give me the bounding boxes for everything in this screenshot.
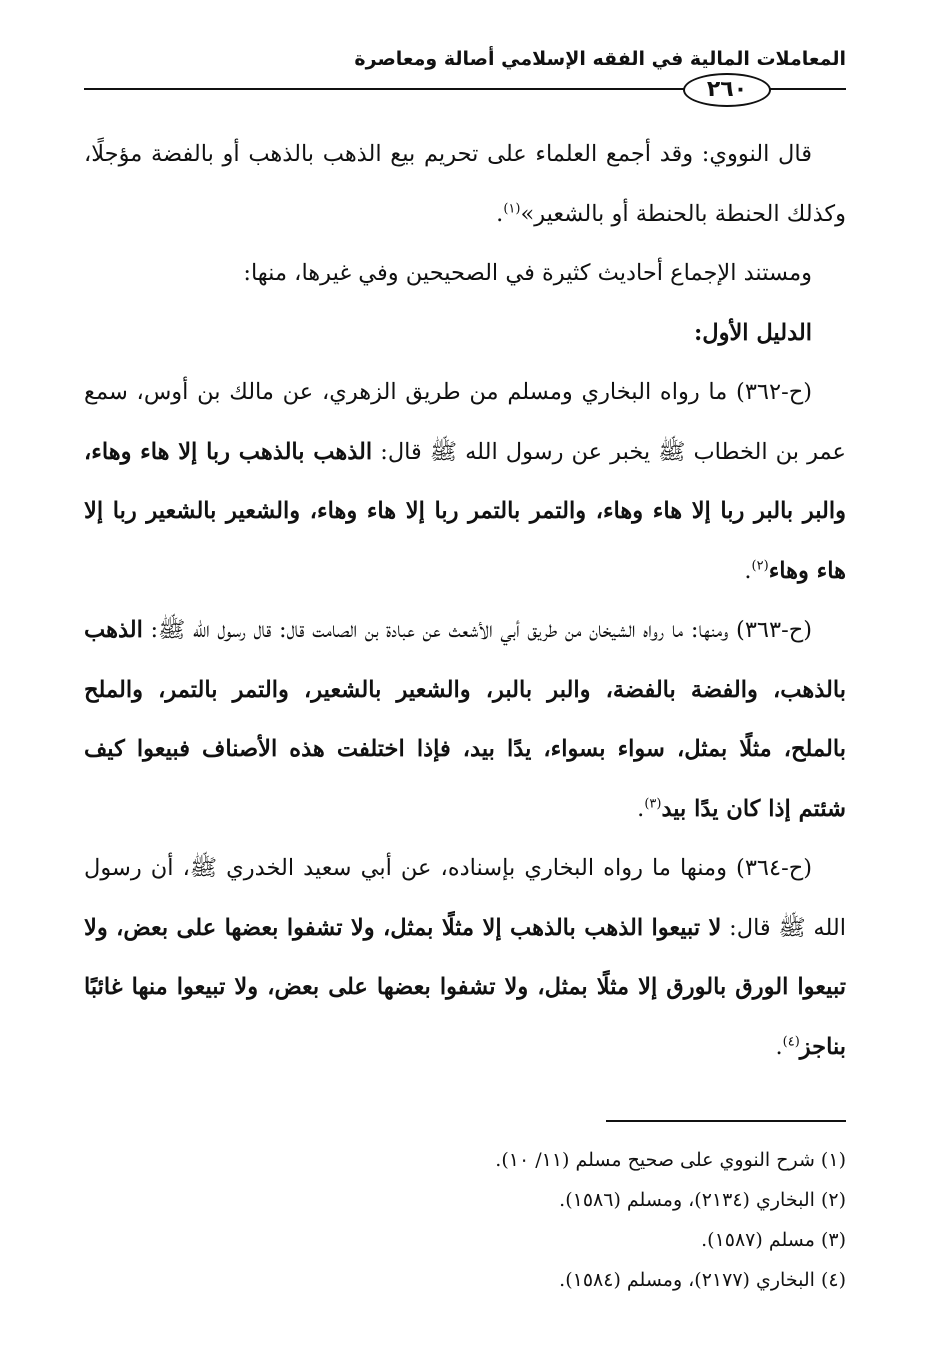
hadith-362: (ح-٣٦٢) ما رواه البخاري ومسلم من طريق الزهري، عن مالك بن أوس، سمع عمر بن الخطاب ﷺ يخبر عن رسول الله ﷺ قال: الذهب بالذهب ربا إلا هاء وهاء، والبر بالبر ربا إلا هاء وهاء، والتمر بالتمر ربا إلا هاء وهاء، والشعير بالشعير ربا إلا هاء وهاء$^{(٢)}$. — [84, 379, 846, 584]
hadith-matn: الذهب بالذهب ربا إلا هاء وهاء، والبر بالبر ربا إلا هاء وهاء، والتمر بالتمر ربا إلا هاء وهاء، والشعير بالشعير ربا إلا هاء وهاء — [84, 438, 846, 584]
hadith-364: (ح-٣٦٤) ومنها ما رواه البخاري بإسناده، عن أبي سعيد الخدري ﷺ، أن رسول الله ﷺ قال: لا تبيعوا الذهب بالذهب إلا مثلًا بمثل، ولا تشفوا بعضها على بعض، ولا تبيعوا الورق بالورق إلا مثلًا بمثل، ولا تشفوا بعضها على بعض، ولا تبيعوا منها غائبًا بناجز$^{(٤)}$. — [84, 855, 846, 1060]
main-text — [84, 125, 846, 1077]
footnote-2: (٢) البخاري (٢١٣٤)، ومسلم (١٥٨٦). — [559, 1189, 846, 1211]
footnote-4: (٤) البخاري (٢١٧٧)، ومسلم (١٥٨٤). — [559, 1269, 846, 1291]
paragraph-nawawi-quote: قال النووي: وقد أجمع العلماء على تحريم بيع الذهب بالذهب أو بالفضة مؤجلًا، وكذلك الحنطة بالحنطة أو بالشعير»$^{(١)}$. — [84, 141, 846, 227]
footnote-ref-4: (٤) — [782, 1034, 800, 1049]
footnote-3: (٣) مسلم (١٥٨٧). — [701, 1229, 846, 1251]
footnote-separator — [606, 1120, 846, 1122]
paragraph-text: قال النووي: وقد أجمع العلماء على تحريم بيع الذهب بالذهب أو بالفضة مؤجلًا، وكذلك الحنطة بالحنطة أو بالشعير» — [84, 141, 846, 227]
page-number: ٢٦٠ — [683, 73, 771, 107]
footnote-ref-2: (٢) — [751, 558, 769, 573]
footnote-ref-3: (٣) — [644, 796, 662, 811]
running-title: المعاملات المالية في الفقه الإسلامي أصالة ومعاصرة — [354, 48, 846, 70]
hadith-intro: (ح-٣٦٤) ومنها ما رواه البخاري بإسناده، عن أبي سعيد الخدري ﷺ، أن رسول الله ﷺ قال: — [84, 855, 846, 941]
hadith-intro: (ح-٣٦٢) ما رواه البخاري ومسلم من طريق الزهري، عن مالك بن أوس، سمع عمر بن الخطاب ﷺ يخبر عن رسول الله ﷺ قال: — [84, 379, 846, 465]
hadith-intro: (ح-٣٦٣) ومنها: ما رواه الشيخان من طريق أبي الأشعث عن عبادة بن الصامت قال: قال رسول الله ﷺ: — [142, 617, 812, 643]
footnote-1: (١) شرح النووي على صحيح مسلم (١١/ ١٠). — [495, 1149, 846, 1171]
hadith-363: (ح-٣٦٣) ومنها: ما رواه الشيخان من طريق أبي الأشعث عن عبادة بن الصامت قال: قال رسول الله ﷺ: الذهب بالذهب، والفضة بالفضة، والبر بالبر، والشعير بالشعير، والتمر بالتمر، والملح بالملح، مثلًا بمثل، سواء بسواء، يدًا بيد، فإذا اختلفت هذه الأصناف فبيعوا كيف شئتم إذا كان يدًا بيد$^{(٣)}$. — [84, 617, 846, 822]
hadith-matn: الذهب بالذهب، والفضة بالفضة، والبر بالبر، والشعير بالشعير، والتمر بالتمر، والملح بالملح، مثلًا بمثل، سواء بسواء، يدًا بيد، فإذا اختلفت هذه الأصناف فبيعوا كيف شئتم إذا كان يدًا بيد — [84, 617, 846, 822]
footnotes — [84, 1140, 846, 1300]
section-heading: الدليل الأول: — [693, 319, 812, 346]
hadith-matn: لا تبيعوا الذهب بالذهب إلا مثلًا بمثل، ولا تشفوا بعضها على بعض، ولا تبيعوا الورق بالورق إلا مثلًا بمثل، ولا تشفوا بعضها على بعض، ولا تبيعوا منها غائبًا بناجز — [84, 914, 846, 1060]
footnote-ref-1: (١) — [503, 201, 521, 216]
paragraph-ijma-basis: ومستند الإجماع أحاديث كثيرة في الصحيحين وفي غيرها، منها: — [243, 260, 812, 286]
